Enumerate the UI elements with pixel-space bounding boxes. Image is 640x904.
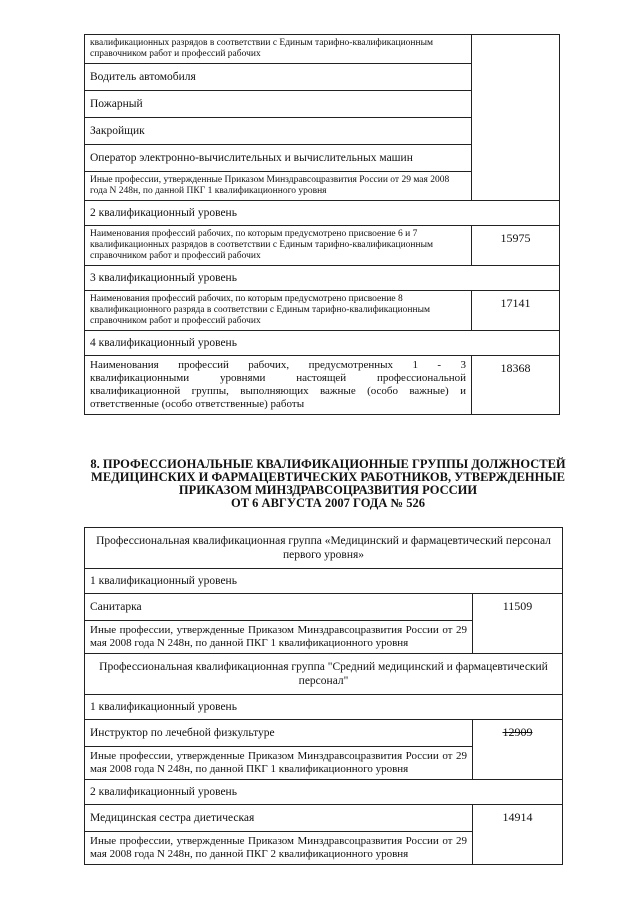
row-text: Медицинская сестра диетическая xyxy=(85,805,473,832)
group-header: Профессиональная квалификационная группа «Медицинский и фармацевтический персонал первого уровня» xyxy=(85,528,563,569)
salary-value: 17141 xyxy=(472,291,560,331)
salary-value xyxy=(473,720,563,780)
row-text: Инструктор по лечебной физкультуре xyxy=(85,720,473,747)
table-row xyxy=(85,780,563,805)
table-row xyxy=(85,356,560,415)
table-row xyxy=(85,528,563,569)
row-text: Наименования профессий рабочих, по которым предусмотрено присвоение 8 квалификационного разряда в соответствии с Единым тарифно-квалификационным справочником работ и профессий рабочих xyxy=(85,291,472,331)
row-text: Иные профессии, утвержденные Приказом Минздравсоцразвития России от 29 мая 2008 года N 248н, по данной ПКГ 1 квалификационного уровня xyxy=(85,747,473,780)
level-header: 1 квалификационный уровень xyxy=(85,695,563,720)
table-row xyxy=(85,695,563,720)
table-row xyxy=(85,569,563,594)
table-row xyxy=(85,291,560,331)
level-header: 4 квалификационный уровень xyxy=(85,331,560,356)
salary-value: 18368 xyxy=(472,356,560,415)
workers-qualification-table xyxy=(84,34,560,415)
row-text: Наименования профессий рабочих, по которым предусмотрено присвоение 6 и 7 квалификационных разрядов в соответствии с Единым тарифно-квалификационным справочником работ и профессий рабочих xyxy=(85,226,472,266)
table-row xyxy=(85,331,560,356)
table-row xyxy=(85,226,560,266)
row-text: Пожарный xyxy=(85,91,472,118)
group-header: Профессиональная квалификационная группа "Средний медицинский и фармацевтический персонал" xyxy=(85,654,563,695)
section-heading xyxy=(88,458,568,510)
table-row xyxy=(85,805,563,832)
row-text: Оператор электронно-вычислительных и вычислительных машин xyxy=(85,145,472,172)
table-row xyxy=(85,720,563,747)
level-header: 2 квалификационный уровень xyxy=(85,780,563,805)
row-text: Закройщик xyxy=(85,118,472,145)
row-text: Водитель автомобиля xyxy=(85,64,472,91)
heading-line: ПРИКАЗОМ МИНЗДРАВСОЦРАЗВИТИЯ РОССИИ xyxy=(178,483,478,497)
table-row xyxy=(85,266,560,291)
row-value xyxy=(472,35,560,201)
level-header: 3 квалификационный уровень xyxy=(85,266,560,291)
salary-value: 15975 xyxy=(472,226,560,266)
table-row xyxy=(85,35,560,64)
row-text: Иные профессии, утвержденные Приказом Минздравсоцразвития России от 29 мая 2008 года N 248н, по данной ПКГ 1 квалификационного уровня xyxy=(85,172,472,201)
salary-value-text: 12909 xyxy=(502,725,533,739)
row-text: Иные профессии, утвержденные Приказом Минздравсоцразвития России от 29 мая 2008 года N 248н, по данной ПКГ 1 квалификационного уровня xyxy=(85,621,473,654)
table-row xyxy=(85,594,563,621)
row-text: Иные профессии, утвержденные Приказом Минздравсоцразвития России от 29 мая 2008 года N 248н, по данной ПКГ 2 квалификационного уровня xyxy=(85,832,473,865)
medical-qualification-table xyxy=(84,527,563,865)
heading-line: ОТ 6 АВГУСТА 2007 ГОДА № 526 xyxy=(230,496,425,510)
row-text: Наименования профессий рабочих, предусмотренных 1 - 3 квалификационными уровнями настоящей профессиональной квалификационной группы, выполняющих важные (особо важные) и ответственные (особо ответственные) работы xyxy=(85,356,472,415)
row-text: Санитарка xyxy=(85,594,473,621)
table-row xyxy=(85,654,563,695)
row-text: квалификационных разрядов в соответствии с Единым тарифно-квалификационным справочником работ и профессий рабочих xyxy=(85,35,472,64)
salary-value: 14914 xyxy=(473,805,563,865)
level-header: 1 квалификационный уровень xyxy=(85,569,563,594)
table-row xyxy=(85,201,560,226)
level-header: 2 квалификационный уровень xyxy=(85,201,560,226)
heading-line: 8. ПРОФЕССИОНАЛЬНЫЕ КВАЛИФИКАЦИОННЫЕ ГРУППЫ ДОЛЖНОСТЕЙ xyxy=(90,457,566,471)
heading-line: МЕДИЦИНСКИХ И ФАРМАЦЕВТИЧЕСКИХ РАБОТНИКОВ, УТВЕРЖДЕННЫЕ xyxy=(91,470,565,484)
salary-value: 11509 xyxy=(473,594,563,654)
